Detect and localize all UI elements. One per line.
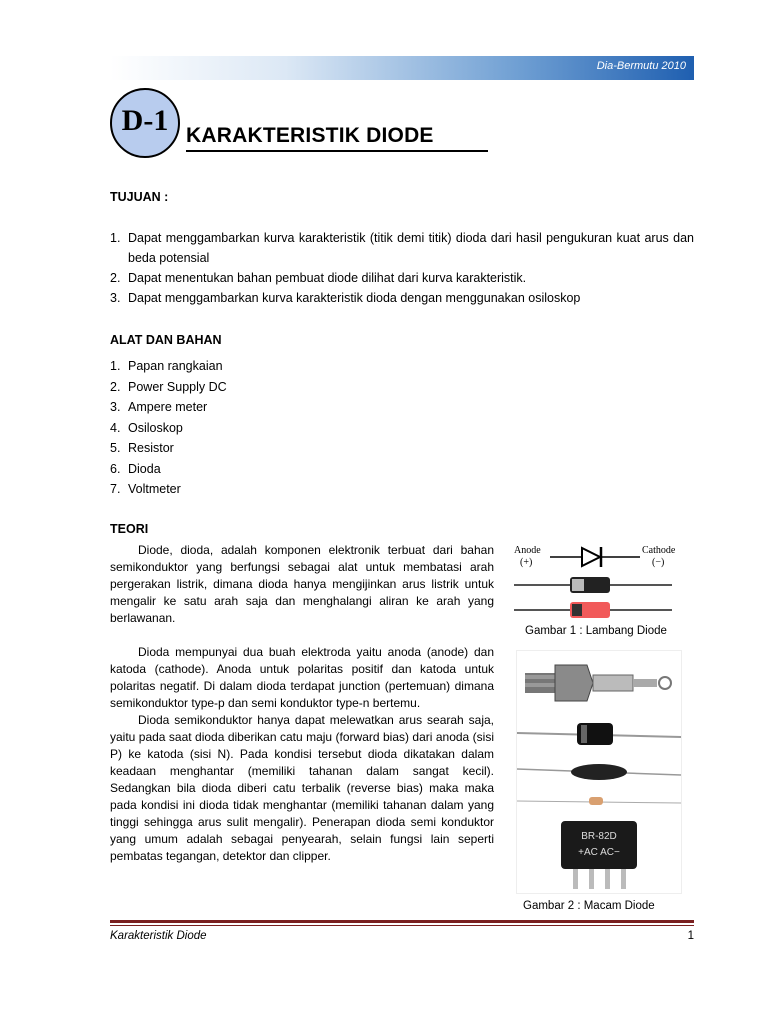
- list-item: 3. Dapat menggambarkan kurva karakteristik dioda dengan menggunakan osiloskop: [110, 291, 581, 305]
- glass-diode-image: [517, 764, 681, 780]
- page-number: 1: [687, 930, 694, 942]
- chip-label-2: +AC AC−: [578, 847, 620, 858]
- list-item: 1. Papan rangkaian: [110, 359, 223, 373]
- alat-heading: ALAT DAN BAHAN: [110, 333, 222, 347]
- tujuan-heading: TUJUAN :: [110, 190, 169, 204]
- cathode-sign: (−): [652, 557, 665, 568]
- power-diode-image: [517, 723, 681, 745]
- anode-label: Anode: [514, 545, 541, 556]
- teori-paragraph-1: Diode, dioda, adalah komponen elektronik terbuat dari bahan semikonduktor yang berfungsi sebagai alat untuk membatasi arah pergerakan listrik, dimana dioda hanya mengijinkan arus listrik untuk mengalir ke satu arah saja dan menghalangi aliran ke arah yang berlawanan.: [110, 543, 494, 625]
- page-title: KARAKTERISTIK DIODE: [186, 124, 434, 147]
- list-item: 2. Power Supply DC: [110, 379, 227, 394]
- diode-triangle-icon: [582, 548, 600, 566]
- teori-paragraph-2: Dioda mempunyai dua buah elektroda yaitu anoda (anode) dan katoda (cathode). Anoda untuk polaritas positif dan katoda untuk polaritas negatif. Di dalam dioda terdapat junction (pertemuan) dimana semikonduktor type-p dan semi konduktor type-n bertemu. Dioda semikonduktor hanya dapat melewatkan arus searah saja, yaitu pada saat dioda diberikan catu maju (forward bias) dari anoda (sisi P) ke katoda (sisi N). Pada kondisi tersebut dioda dikatakan dalam keadaan menghantar (memiliki tahanan dalam sangat kecil). Sedangkan bila dioda diberi catu terbalik (reverse bias) maka maka pada kondisi ini dioda tidak menghantar (memiliki tahanan dalam yang tinggi sehingga arus sulit mengalir). Penerapan dioda semi konduktor yang umum adalah sebagai penyearah, selain fungsi lain seperti pembatas tegangan, detektor dan clipper.: [110, 645, 494, 863]
- chip-label-1: BR-82D: [581, 831, 617, 842]
- list-item: 7. Voltmeter: [110, 482, 181, 496]
- figure1-caption: Gambar 1 : Lambang Diode: [525, 625, 667, 637]
- small-diode-image: [517, 797, 681, 805]
- tujuan-list: [110, 228, 694, 308]
- list-item: 2. Dapat menentukan bahan pembuat diode dilihat dari kurva karakteristik.: [110, 271, 527, 285]
- list-item: 1. Dapat menggambarkan kurva karakteristik (titik demi titik) dioda dari hasil pengukuran kuat arus dan beda potensial: [110, 231, 694, 265]
- header-tag: Dia-Bermutu 2010: [596, 60, 686, 72]
- diode-types-figure: [516, 650, 682, 894]
- header-bar: [110, 56, 694, 80]
- figure2-caption: Gambar 2 : Macam Diode: [523, 900, 655, 912]
- stud-diode-image: [525, 665, 671, 701]
- diode-symbol-figure: [512, 543, 682, 623]
- title-underline: [186, 150, 488, 152]
- footer-rule: [110, 920, 694, 923]
- anode-sign: (+): [520, 557, 533, 568]
- footer-rule-thin: [110, 925, 694, 926]
- alat-list: [110, 356, 694, 500]
- list-item: 4. Osiloskop: [110, 420, 183, 435]
- black-diode-band: [572, 579, 584, 591]
- footer-title: Karakteristik Diode: [110, 930, 207, 942]
- bridge-rectifier-image: [561, 821, 637, 889]
- cathode-label: Cathode: [642, 545, 676, 556]
- list-item: 5. Resistor: [110, 441, 174, 455]
- badge-label: D-1: [121, 104, 169, 137]
- teori-heading: TEORI: [110, 522, 149, 536]
- list-item: 6. Dioda: [110, 461, 161, 476]
- red-diode-band: [572, 604, 582, 616]
- list-item: 3. Ampere meter: [110, 400, 208, 414]
- section-badge: [110, 88, 180, 158]
